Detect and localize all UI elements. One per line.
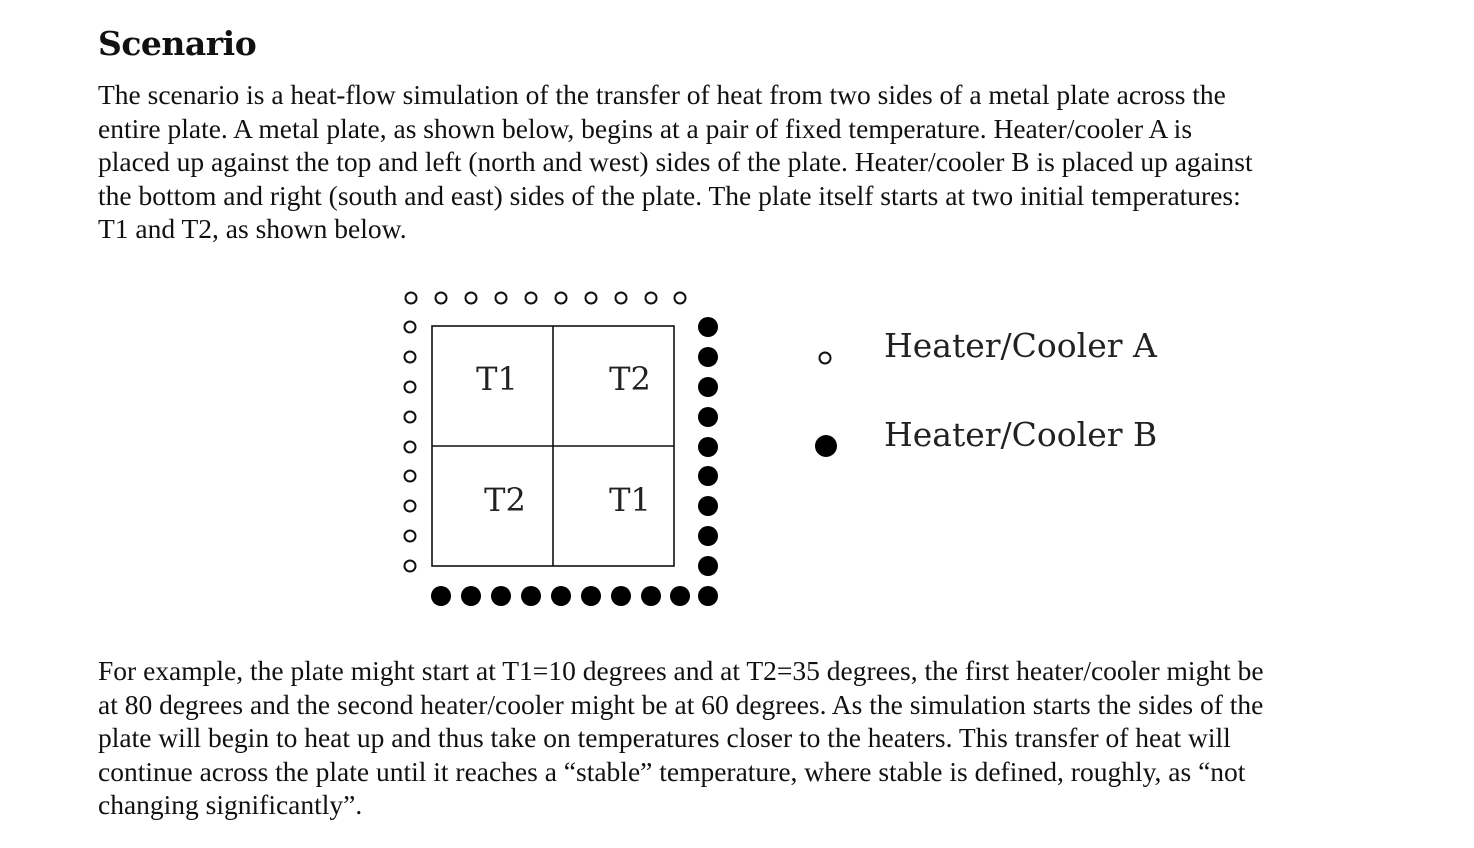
heater-a-node: [406, 293, 417, 304]
heater-b-node: [461, 586, 481, 606]
heater-a-node: [466, 293, 477, 304]
cell-label-top-left: T1: [476, 360, 518, 398]
intro-line: The scenario is a heat-flow simulation of the transfer of heat from two sides of a metal plate across the: [98, 79, 1226, 110]
heater-b-node: [698, 466, 718, 486]
heater-a-node: [646, 293, 657, 304]
heater-a-node: [405, 412, 416, 423]
heater-a-node: [616, 293, 627, 304]
heater-b-node: [521, 586, 541, 606]
legend-b-label: Heater/Cooler B: [884, 415, 1158, 454]
heater-b-right-column: [698, 317, 718, 576]
heater-b-node: [670, 586, 690, 606]
example-line: continue across the plate until it reaches a “stable” temperature, where stable is defined, roughly, as “not: [98, 755, 1246, 787]
intro-paragraph: [98, 78, 1388, 246]
heater-a-node: [405, 352, 416, 363]
heater-b-node: [641, 586, 661, 606]
legend-b-marker: [815, 435, 837, 457]
section-heading: Scenario: [98, 24, 257, 63]
example-line: plate will begin to heat up and thus take on temperatures closer to the heaters. This transfer of heat will: [98, 722, 1231, 754]
heater-a-node: [586, 293, 597, 304]
metal-plate: [432, 326, 674, 566]
intro-line: entire plate. A metal plate, as shown below, begins at a pair of fixed temperature. Heater/cooler A is: [98, 112, 1193, 144]
heater-a-node: [405, 531, 416, 542]
heater-a-left-column: [405, 322, 416, 572]
heater-a-node: [675, 293, 686, 304]
heater-a-node: [436, 293, 447, 304]
legend-a-label: Heater/Cooler A: [884, 326, 1157, 365]
heater-a-node: [526, 293, 537, 304]
heater-a-node: [496, 293, 507, 304]
example-line: at 80 degrees and the second heater/cooler might be at 60 degrees. As the simulation starts the sides of the: [98, 688, 1264, 720]
example-line: For example, the plate might start at T1=10 degrees and at T2=35 degrees, the first heater/cooler might be: [98, 655, 1264, 686]
heater-a-node: [405, 561, 416, 572]
heater-a-node: [405, 501, 416, 512]
heater-a-top-row: [406, 293, 686, 304]
intro-line: the bottom and right (south and east) sides of the plate. The plate itself starts at two initial temperatures:: [98, 179, 1241, 211]
heater-b-bottom-row: [431, 586, 718, 606]
heater-b-node: [698, 586, 718, 606]
heater-a-node: [405, 442, 416, 453]
heater-b-node: [581, 586, 601, 606]
heater-b-node: [491, 586, 511, 606]
heater-b-node: [698, 317, 718, 337]
heater-a-node: [405, 471, 416, 482]
heater-a-node: [405, 322, 416, 333]
cell-label-bottom-right: T1: [609, 481, 651, 519]
heater-b-node: [698, 407, 718, 427]
heater-b-node: [698, 377, 718, 397]
heater-b-node: [698, 526, 718, 546]
example-line: changing significantly”.: [98, 789, 363, 821]
heater-b-node: [698, 496, 718, 516]
heater-a-node: [405, 382, 416, 393]
example-paragraph: [98, 654, 1388, 822]
cell-label-top-right: T2: [609, 360, 651, 398]
heater-b-node: [431, 586, 451, 606]
heater-b-node: [611, 586, 631, 606]
heater-b-node: [698, 437, 718, 457]
legend-a-marker: [820, 353, 831, 364]
heater-b-node: [551, 586, 571, 606]
heater-b-node: [698, 556, 718, 576]
legend: [815, 326, 1158, 457]
cell-label-bottom-left: T2: [484, 481, 526, 519]
heater-b-node: [698, 347, 718, 367]
intro-line: T1 and T2, as shown below.: [98, 213, 407, 245]
heater-a-node: [556, 293, 567, 304]
intro-line: placed up against the top and left (north and west) sides of the plate. Heater/cooler B is placed up against: [98, 146, 1253, 178]
